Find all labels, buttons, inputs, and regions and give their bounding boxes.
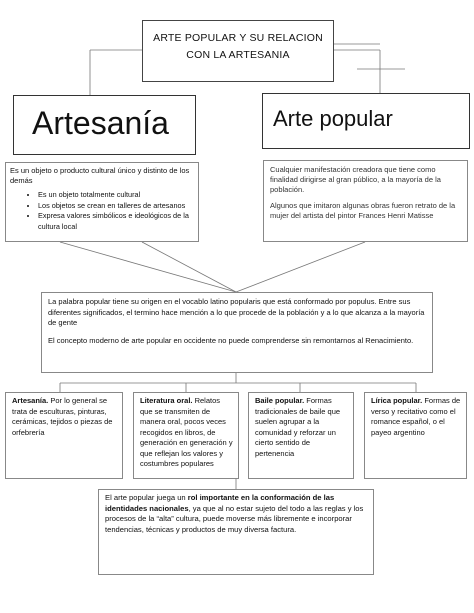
category-text: Relatos que se transmiten de manera oral, pocos veces recogidos en libros, de generación en generación y que reflejan los valores y costumbres populares — [140, 396, 233, 468]
origin-paragraph: La palabra popular tiene su origen en el vocablo latino popularis que está conformado por populus. Entre sus diferentes significados, el termino hace mención a lo que procede de la población y a lo que alcanza a la mayoría de gente — [48, 297, 425, 327]
artesania-heading: Artesanía — [32, 105, 169, 141]
category-text: Formas tradicionales de baile que suelen agrupar a la comunidad y reforzar un cierto sentido de pertenencia — [255, 396, 341, 458]
artesania-bullet: • Expresa valores simbólicos e ideológicos de la cultura local — [38, 211, 198, 232]
artesania-intro: Es un objeto o producto cultural único y distinto de los demás — [10, 166, 190, 185]
arte-popular-description-box — [263, 160, 468, 242]
category-text: Por lo general se trata de esculturas, pinturas, cerámicas, tejidos o piezas de orfebrería — [12, 396, 113, 437]
conclusion-box — [98, 489, 374, 575]
conclusion-post: , ya que al no estar sujeto del todo a las reglas y los procesos de la “alta” cultura, puede moverse más libremente e incorporar tendencias, técnicas y productos de muy diversa factura. — [105, 503, 364, 534]
artesania-bullet: • Los objetos se crean en talleres de artesanos — [38, 201, 198, 212]
category-box-baile-popular — [248, 392, 354, 479]
conclusion-paragraph — [105, 493, 367, 535]
artesania-description-box — [5, 162, 199, 242]
arte-popular-heading-box — [262, 93, 470, 149]
conclusion-bold: rol importante en la conformación de las identidades nacionales — [105, 493, 335, 513]
arte-popular-heading: Arte popular — [273, 106, 393, 131]
category-box-artesania — [5, 392, 123, 479]
artesania-heading-box — [13, 95, 196, 155]
arte-popular-definition: Cualquier manifestación creadora que tiene como finalidad dirigirse al gran público, a la mayoría de la población. — [270, 165, 441, 194]
title-line-2: CON LA ARTESANIA — [186, 49, 290, 61]
conclusion-pre: El arte popular juega un — [105, 493, 188, 502]
category-box-lirica-popular — [364, 392, 467, 479]
renaissance-paragraph: El concepto moderno de arte popular en occidente no puede comprenderse sin remontarnos al Renacimiento. — [48, 335, 414, 345]
title-line-1: ARTE POPULAR Y SU RELACION — [153, 32, 323, 44]
arte-popular-example: Algunos que imitaron algunas obras fueron retrato de la mujer del artista del pintor Frances Henri Matisse — [270, 201, 456, 220]
origin-box — [41, 292, 433, 373]
category-title: Literatura oral. — [140, 396, 193, 405]
category-box-literatura-oral — [133, 392, 239, 479]
category-title: Lírica popular. — [371, 396, 423, 405]
category-title: Artesanía. — [12, 396, 49, 405]
title-box — [142, 20, 334, 82]
artesania-bullet: • Es un objeto totalmente cultural — [38, 190, 198, 201]
category-title: Baile popular. — [255, 396, 305, 405]
artesania-bullet-list — [6, 190, 198, 232]
category-text: Formas de verso y recitativo como el romance español, o el payeo argentino — [371, 396, 461, 437]
